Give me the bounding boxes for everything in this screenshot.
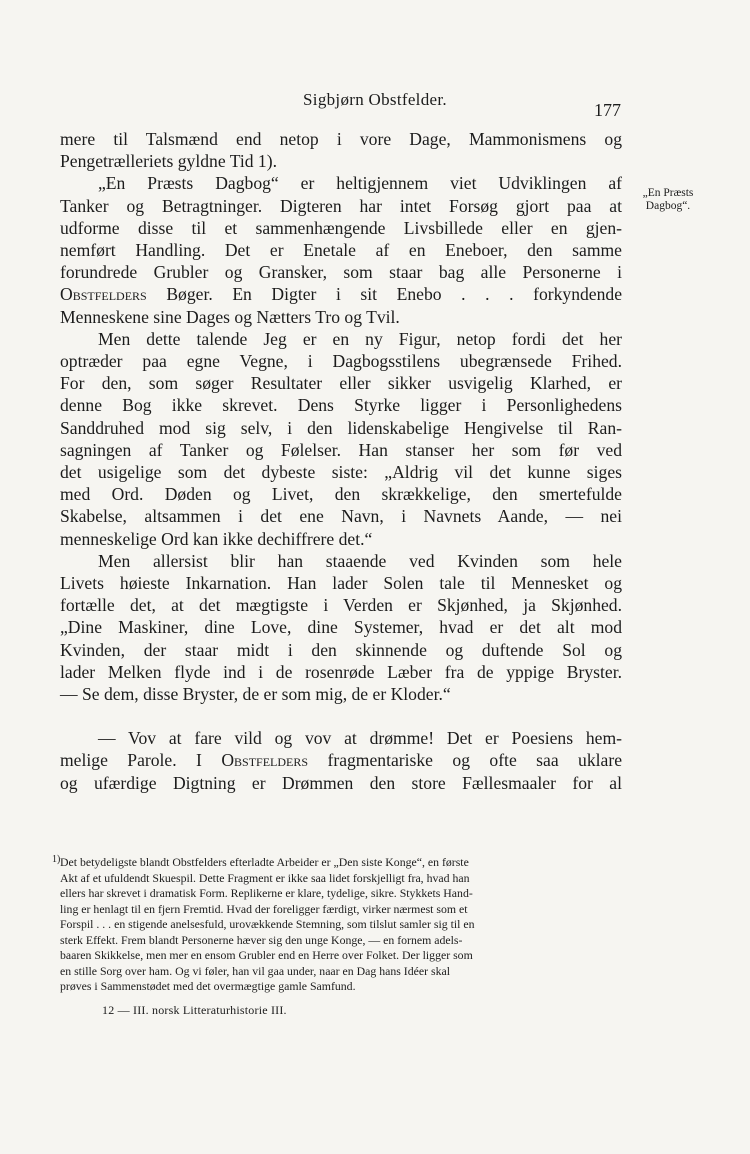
footnote-line: baaren Skikkelse, men mer en ensom Grubler end en Herre over Folket. Der ligger som	[60, 948, 473, 962]
footnote-line: prøves i Sammenstødet med det overmægtige gamle Samfund.	[60, 979, 356, 993]
body-line: menneskelige Ord kan ikke dechiffrere det.“	[60, 528, 373, 549]
body-line: Obstfelders Bøger. En Digter i sit Enebo . . . forkyndende	[60, 284, 622, 305]
footnote-line: Forspil . . . en stigende anelsesfuld, urovækkende Stemning, som tilslut samler sig til en	[60, 917, 475, 931]
body-line: — Se dem, disse Bryster, de er som mig, de er Kloder.“	[60, 684, 451, 705]
body-line: Skabelse, altsammen i det ene Navn, i Navnets Aande, — nei	[60, 506, 622, 527]
body-line: denne Bog ikke skrevet. Dens Styrke ligger i Personlighedens	[60, 395, 622, 416]
page-number: 177	[594, 100, 621, 120]
body-line: fortælle det, at det mægtigste i Verden er Skjønhed, ja Skjønhed.	[60, 595, 622, 616]
body-line: Pengetrælleriets gyldne Tid 1).	[60, 151, 277, 172]
footnote-line: ling er henlagt til en fjern Fremtid. Hvad der foreligger færdigt, virker nærmest som et	[60, 901, 468, 916]
footnote-line: Akt af et ufuldendt Skuespil. Dette Fragment er ikke saa lidet forskjelligt fra, hvad han	[60, 870, 470, 885]
author-name: Obstfelders	[60, 284, 147, 305]
footnote-marker: 1)	[52, 854, 61, 865]
footnotes	[52, 854, 616, 995]
printer-signature: 12 — III. norsk Litteraturhistorie III.	[102, 1003, 287, 1017]
body-line: Men dette talende Jeg er en ny Figur, netop fordi det her	[98, 328, 622, 349]
body-line: For den, som søger Resultater eller sikker usvigelig Klarhed, er	[60, 373, 622, 394]
body-line: det usigelige som det dybeste siste: „Aldrig vil det kunne siges	[60, 462, 622, 483]
footnote-line: en stille Sorg over ham. Og vi føler, han vil gaa under, naar en Dag hans Idéer skal	[60, 963, 450, 978]
body-line: forundrede Grubler og Gransker, som staar bag alle Personerne i	[60, 262, 622, 283]
body-line: optræder paa egne Vegne, i Dagbogsstilens ubegrænsede Frihed.	[60, 351, 622, 372]
body-line: sagningen af Tanker og Følelser. Han stanser her som før ved	[60, 439, 622, 460]
body-line: mere til Talsmænd end netop i vore Dage, Mammonismens og	[60, 129, 622, 149]
body-line: melige Parole. I Obstfelders fragmentariske og ofte saa uklare	[60, 750, 623, 771]
body-line: Sanddruhed mod sig selv, i den lidenskabelige Hengivelse til Ran-	[60, 417, 622, 438]
footnote-line: sterk Effekt. Frem blandt Personerne hæver sig den unge Konge, — en fornem adels-	[60, 932, 463, 947]
body-line: Menneskene sine Dages og Nætters Tro og Tvil.	[60, 306, 400, 327]
running-head: Sigbjørn Obstfelder.	[303, 90, 447, 109]
body-text	[60, 128, 622, 794]
body-line: Livets høieste Inkarnation. Han lader Solen tale til Mennesket og	[60, 573, 622, 594]
body-line: nemført Handling. Det er Enetale af en Eneboer, den samme	[60, 240, 622, 261]
margin-note: „En Præsts Dagbog“.	[642, 187, 694, 212]
author-name: Obstfelders	[221, 750, 309, 771]
footnote-line: ellers har skrevet i dramatisk Form. Replikerne er klare, tydelige, sikre. Stykkets Hand-	[60, 886, 473, 900]
body-line: Kvinden, der staar midt i den skinnende og duftende Sol og	[60, 639, 622, 660]
body-line: „En Præsts Dagbog“ er heltigjennem viet Udviklingen af	[98, 173, 622, 194]
body-line: Tanker og Betragtninger. Digteren har intet Forsøg gjort paa at	[60, 195, 622, 216]
body-line: Men allersist blir han staaende ved Kvinden som hele	[98, 550, 622, 571]
footnote-line: Det betydeligste blandt Obstfelders efterladte Arbeider er „Den siste Konge“, en første	[60, 855, 469, 869]
body-line: og ufærdige Digtning er Drømmen den store Fællesmaaler for al	[60, 772, 622, 793]
body-line: lader Melken flyde ind i de rosenrøde Læber fra de yppige Bryster.	[60, 661, 622, 682]
body-line: — Vov at fare vild og vov at drømme! Det er Poesiens hem-	[98, 728, 622, 749]
body-line: udforme disse til et sammenhængende Livsbillede eller en gjen-	[60, 217, 622, 238]
body-line: med Ord. Døden og Livet, den skrækkelige, den smertefulde	[60, 484, 622, 505]
body-line: „Dine Maskiner, dine Love, dine Systemer, hvad er det alt mod	[60, 617, 622, 638]
